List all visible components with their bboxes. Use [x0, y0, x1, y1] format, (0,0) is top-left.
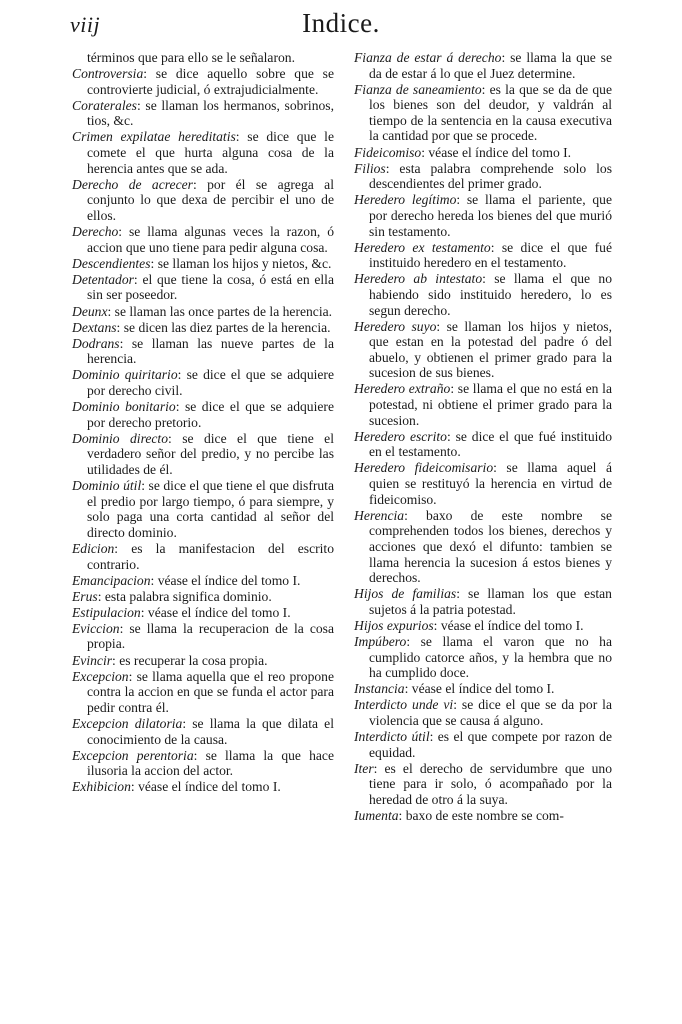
entry-definition: : se dice el que se adquiere por derecho pretorio. [87, 399, 334, 430]
index-entry [72, 272, 334, 303]
index-entry [72, 320, 334, 336]
index-entry [354, 82, 612, 144]
entry-definition: : se dice el que se da por la violencia que se causa á alguno. [369, 697, 612, 728]
entry-definition: términos que para ello se le señalaron. [87, 50, 295, 65]
index-entry [72, 304, 334, 320]
index-entry [354, 508, 612, 586]
entry-term: Hijos de familias [354, 586, 457, 602]
entry-definition: : se llama aquel á quien se restituyó la herencia en virtud de fideicomiso. [369, 460, 612, 507]
entry-definition: : se dice el que se adquiere por derecho civil. [87, 367, 334, 398]
entry-term: Interdicto unde vi [354, 697, 454, 713]
entry-term: Heredero extraño [354, 381, 451, 397]
entry-definition: : se llama la que hace ilusoria la accion del actor. [87, 747, 334, 779]
entry-term: Dominio quiritario [72, 367, 178, 383]
entry-definition: : se dice aquello sobre que se controvierte judicial, ó extrajudicialmente. [87, 66, 334, 97]
entry-term: Detentador [72, 271, 134, 287]
entry-term: Descendientes [72, 255, 151, 271]
entry-definition: : se dice el que fué instituido heredero en el testamento. [369, 239, 612, 271]
index-entry [354, 50, 612, 81]
entry-definition: : véase el índice del tomo I. [404, 681, 555, 697]
index-entry [72, 66, 334, 97]
entry-term: Dominio directo [72, 430, 169, 446]
index-entry [72, 336, 334, 367]
entry-term: Heredero legítimo [354, 192, 457, 208]
index-entry [72, 748, 334, 779]
entry-definition: : por él se agrega al conjunto lo que dexa de percibir el uno de ellos. [87, 176, 334, 223]
index-entry [72, 224, 334, 255]
entry-definition: : véase el índice del tomo I. [433, 617, 584, 633]
entry-definition: : se llama la recuperacion de la cosa propia. [87, 620, 334, 652]
entry-definition: : baxo de este nombre se com- [398, 808, 564, 823]
index-entry [354, 319, 612, 381]
index-entry [354, 697, 612, 728]
entry-definition: : se llama el pariente, que por derecho hereda los bienes del que murió sin testamento. [369, 192, 612, 239]
index-entry [354, 161, 612, 192]
entry-definition: : es la manifestacion del escrito contrario. [87, 540, 334, 572]
index-entry [354, 808, 612, 824]
left-column [72, 50, 334, 795]
entry-definition: : se llama algunas veces la razon, ó accion que uno tiene para pedir alguna cosa. [87, 224, 334, 255]
entry-term: Hijos expurios [354, 617, 434, 633]
entry-term: Iumenta [354, 808, 399, 823]
index-entry [72, 716, 334, 747]
entry-term: Emancipacion [72, 572, 151, 588]
entry-term: Exhibicion [72, 779, 131, 795]
entry-definition: : se dice el que fué instituido en el testamento. [369, 428, 613, 460]
entry-term: Heredero fideicomisario [354, 460, 494, 476]
entry-term: Edicion [72, 540, 115, 556]
index-entry [72, 256, 334, 272]
index-entry [72, 779, 334, 795]
entry-definition: : se llaman los hermanos, sobrinos, tios, &c. [87, 97, 334, 129]
index-entry [354, 618, 612, 634]
index-entry [72, 621, 334, 652]
entry-definition: : se llama aquella que el reo propone contra la accion en que se funda el actor para pedir contra él. [87, 668, 334, 715]
index-entry [354, 271, 612, 318]
entry-term: Derecho [72, 224, 119, 240]
entry-definition: : es recuperar la cosa propia. [112, 652, 268, 668]
index-entry [72, 367, 334, 398]
entry-definition: : se llaman las once partes de la herencia. [107, 303, 333, 319]
entry-definition: : esta palabra significa dominio. [97, 588, 272, 604]
entry-definition: : baxo de este nombre se comprehenden todos los bienes, derechos y acciones que dexó el difunto: tambien se llama herencia la sucesion á estos bienes y derechos. [369, 507, 612, 586]
index-entry [72, 605, 334, 621]
index-entry [354, 145, 612, 161]
entry-term: Erus [72, 588, 98, 604]
right-column [354, 50, 612, 824]
entry-definition: : véase el índice del tomo I. [140, 604, 291, 620]
page-header [60, 4, 622, 44]
entry-term: Fianza de estar á derecho [354, 50, 502, 65]
index-entry [72, 541, 334, 572]
entry-definition: : se dicen las diez partes de la herencia. [116, 319, 331, 335]
index-entry [72, 399, 334, 430]
index-entry [72, 129, 334, 176]
entry-definition: : se llaman los hijos y nietos, que estan en la potestad del padre ó del abuelo, y obtienen el primer grado para la sucesion de sus bienes. [369, 318, 612, 381]
index-entry [72, 431, 334, 478]
index-entry [354, 460, 612, 507]
entry-term: Dextans [72, 319, 117, 335]
index-entry [354, 634, 612, 681]
entry-term: Estipulacion [72, 604, 141, 620]
index-entry [354, 761, 612, 808]
entry-definition: : el que tiene la cosa, ó está en ella sin ser poseedor. [87, 271, 334, 303]
entry-definition: : se llama el varon que no ha cumplido catorce años, y la hembra que no ha cumplido doce. [369, 633, 612, 681]
entry-definition: : se llaman los que estan sujetos á la patria potestad. [369, 586, 612, 617]
entry-definition: : véase el índice del tomo I. [421, 144, 572, 160]
entry-definition: : es la que se da de que los bienes son del deudor, y valdrán al tiempo de la sentencia en la causa executiva la cantidad por que se procede. [369, 81, 612, 144]
index-entry [354, 429, 612, 460]
entry-term: Instancia [354, 681, 405, 697]
entry-term: Excepcion [72, 668, 129, 684]
index-entry [72, 98, 334, 129]
entry-definition: : se dice el que tiene el verdadero señor del predio, y no percibe las utilidades de él. [87, 430, 334, 477]
index-entry [72, 177, 334, 224]
entry-term: Evincir [72, 652, 113, 668]
entry-term: Iter [354, 760, 374, 776]
entry-term: Controversia [72, 66, 144, 82]
page-title: Indice. [302, 8, 380, 38]
entry-term: Dominio útil [72, 478, 142, 494]
entry-term: Filios [354, 160, 386, 176]
entry-definition: : se llaman las nueve partes de la herencia. [87, 335, 334, 367]
entry-term: Heredero suyo [354, 318, 437, 334]
index-entry [354, 729, 612, 760]
entry-term: Excepcion dilatoria [72, 715, 183, 731]
index-entry [354, 681, 612, 697]
entry-term: Fianza de saneamiento [354, 81, 482, 97]
entry-definition: : véase el índice del tomo I. [130, 779, 281, 795]
entry-term: Deunx [72, 303, 108, 319]
entry-definition: : se llama el que no habiendo sido instituido heredero, lo es segun derecho. [369, 271, 612, 318]
entry-term: Eviccion [72, 620, 120, 636]
entry-term: Impúbero [354, 633, 407, 649]
entry-term: Dodrans [72, 335, 120, 351]
entry-term: Fideicomiso [354, 144, 422, 160]
entry-term: Coraterales [72, 97, 137, 113]
entry-term: Derecho de acrecer [72, 176, 193, 192]
index-entry [354, 586, 612, 617]
entry-term: Heredero escrito [354, 428, 447, 444]
index-entry [72, 478, 334, 540]
entry-definition: : esta palabra comprehende solo los descendientes del primer grado. [369, 160, 612, 192]
index-entry [72, 589, 334, 605]
index-entry [72, 50, 334, 66]
entry-definition: : véase el índice del tomo I. [150, 572, 301, 588]
entry-term: Dominio bonitario [72, 399, 176, 415]
entry-definition: : es el que compete por razon de equidad. [369, 729, 612, 760]
index-entry [354, 192, 612, 239]
entry-definition: : se llaman los hijos y nietos, &c. [150, 255, 332, 271]
index-entry [72, 573, 334, 589]
index-entry [354, 240, 612, 271]
entry-term: Herencia [354, 507, 405, 523]
index-entry [72, 669, 334, 716]
entry-term: Heredero ab intestato [354, 271, 483, 287]
entry-definition: : se dice que le comete el que hurta alguna cosa de la herencia antes que se ada. [87, 129, 334, 176]
index-entry [354, 381, 612, 428]
entry-definition: : se llama la que se da de estar á lo que el Juez determine. [369, 50, 612, 81]
entry-term: Heredero ex testamento [354, 239, 491, 255]
index-entry [72, 653, 334, 669]
entry-term: Interdicto útil [354, 729, 430, 745]
entry-definition: : es el derecho de servidumbre que uno tiene para ir solo, ó acompañado por la heredad de otro á la suya. [369, 760, 612, 807]
page-number: viij [70, 12, 101, 37]
entry-definition: : se dice el que tiene el que disfruta el predio por largo tiempo, ó para siempre, y solo paga una corta cantidad al señor del directo dominio. [87, 478, 334, 540]
entry-term: Crimen expilatae hereditatis [72, 129, 236, 145]
entry-definition: : se llama el que no está en la potestad, ni obtiene el primer grado para la sucesion. [369, 381, 612, 428]
entry-definition: : se llama la que dilata el conocimiento de la causa. [87, 715, 334, 747]
entry-term: Excepcion perentoria [72, 747, 194, 763]
